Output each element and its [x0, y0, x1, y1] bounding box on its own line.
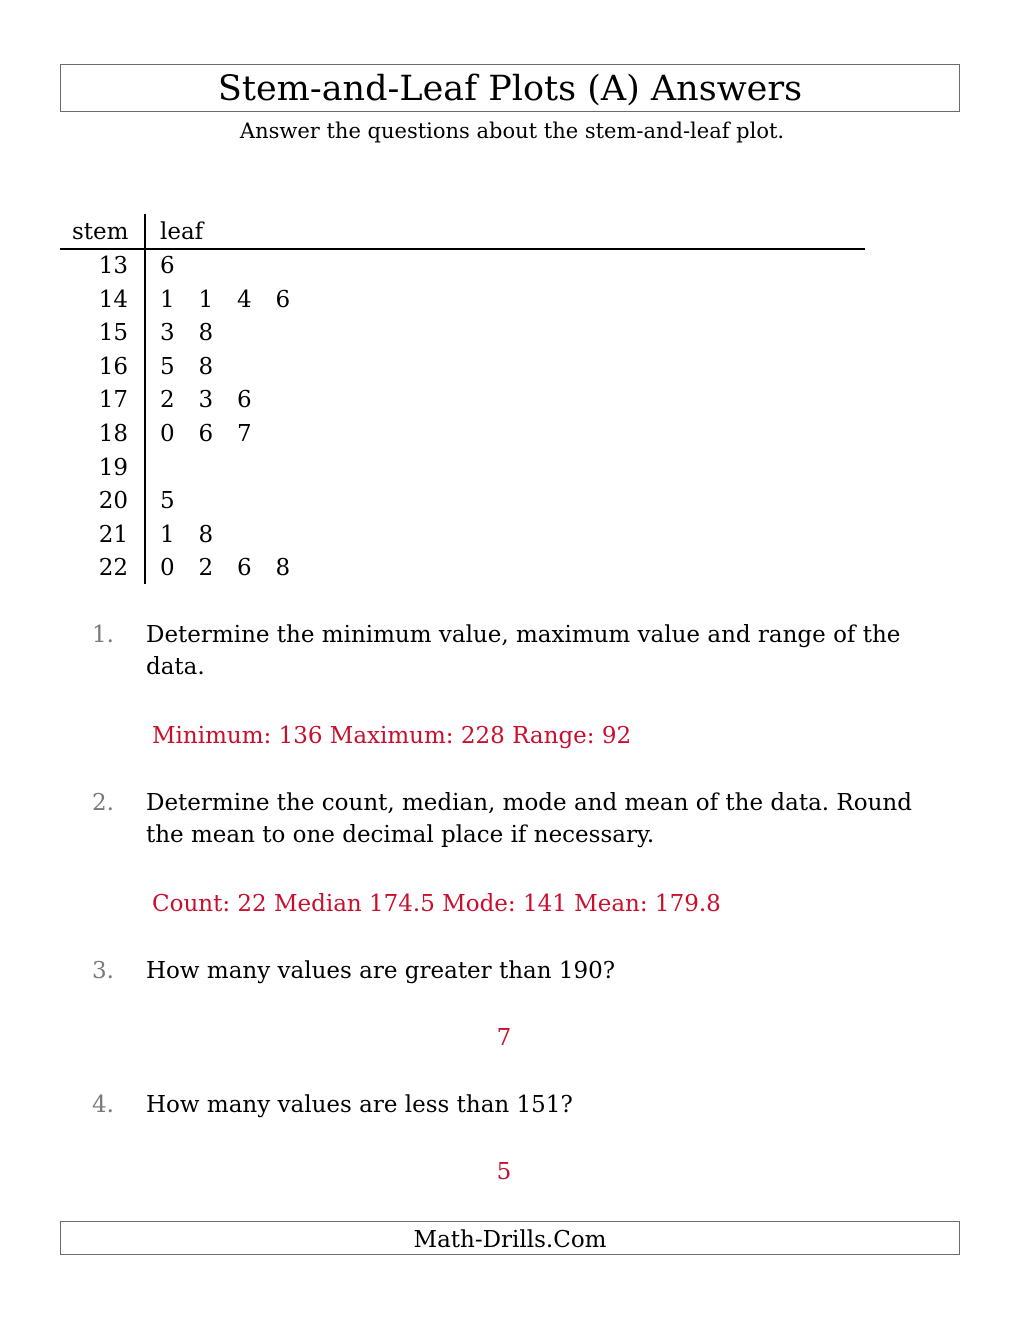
- stem-value: 17: [98, 387, 128, 414]
- leaf-values: [160, 418, 276, 452]
- leaf-value: 1: [160, 521, 175, 548]
- stem-value: 13: [98, 253, 128, 279]
- leaf-value: 6: [237, 555, 252, 582]
- plot-row: [60, 351, 865, 385]
- leaf-value: 1: [198, 286, 214, 313]
- leaf-value: 0: [160, 555, 175, 582]
- leaf-values: [160, 552, 314, 586]
- leaf-value: 2: [198, 555, 214, 582]
- plot-row: [60, 485, 865, 519]
- leaf-value: 6: [275, 286, 291, 313]
- question-number: 4.: [92, 1092, 114, 1118]
- plot-row: [60, 418, 865, 452]
- leaf-value: 4: [237, 286, 252, 313]
- plot-row: [60, 284, 865, 318]
- plot-rows: [60, 250, 865, 586]
- stem-value: 16: [98, 353, 128, 380]
- stem-value: 20: [98, 488, 128, 515]
- question-number: 1.: [92, 622, 114, 648]
- stem-value: 18: [98, 420, 128, 447]
- leaf-values: [160, 384, 276, 418]
- leaf-value: 7: [237, 420, 252, 447]
- leaf-values: [160, 351, 237, 385]
- stem-header: stem: [72, 219, 129, 245]
- plot-row: [60, 250, 865, 284]
- question-number: 2.: [92, 790, 114, 816]
- leaf-value: 0: [160, 420, 175, 447]
- footer: Math-Drills.Com: [60, 1221, 960, 1255]
- leaf-values: [160, 519, 237, 553]
- question-number: 3.: [92, 958, 114, 984]
- stem-and-leaf-plot: [60, 214, 865, 586]
- answer-4: 5: [496, 1159, 512, 1185]
- leaf-header: leaf: [160, 219, 204, 245]
- plot-row: [60, 552, 865, 586]
- leaf-values: [160, 317, 237, 351]
- leaf-value: 8: [198, 353, 214, 380]
- answer-1: Minimum: 136 Maximum: 228 Range: 92: [152, 723, 632, 749]
- leaf-value: 8: [198, 320, 214, 347]
- leaf-value: 5: [160, 488, 175, 515]
- stem-value: 19: [98, 454, 128, 481]
- answer-2: Count: 22 Median 174.5 Mode: 141 Mean: 179.8: [152, 891, 721, 917]
- leaf-value: 6: [160, 253, 175, 279]
- plot-row: [60, 317, 865, 351]
- leaf-value: 3: [160, 320, 175, 347]
- question-text: Determine the minimum value, maximum value and range of the data.: [146, 622, 901, 680]
- leaf-value: 6: [198, 420, 214, 447]
- leaf-value: 3: [198, 387, 214, 414]
- question-text: How many values are less than 151?: [146, 1092, 573, 1118]
- plot-row: [60, 384, 865, 418]
- leaf-value: 2: [160, 387, 175, 414]
- leaf-values: [160, 284, 314, 318]
- page-title: Stem-and-Leaf Plots (A) Answers: [60, 64, 960, 112]
- leaf-value: 5: [160, 353, 175, 380]
- stem-value: 22: [98, 555, 128, 582]
- leaf-value: 8: [198, 521, 214, 548]
- leaf-value: 6: [237, 387, 252, 414]
- leaf-value: 8: [275, 555, 291, 582]
- page-subtitle: Answer the questions about the stem-and-leaf plot.: [239, 119, 785, 143]
- plot-header: [60, 214, 865, 250]
- question-text: Determine the count, median, mode and mean of the data. Round the mean to one decimal place if necessary.: [146, 790, 912, 848]
- leaf-values: [160, 250, 199, 284]
- leaf-values: [160, 485, 199, 519]
- plot-row: [60, 519, 865, 553]
- stem-value: 15: [98, 320, 128, 347]
- answer-3: 7: [496, 1025, 512, 1051]
- question-text: How many values are greater than 190?: [146, 958, 616, 984]
- leaf-value: 1: [160, 286, 175, 313]
- plot-row: [60, 452, 865, 486]
- stem-value: 21: [98, 521, 128, 548]
- stem-value: 14: [98, 286, 128, 313]
